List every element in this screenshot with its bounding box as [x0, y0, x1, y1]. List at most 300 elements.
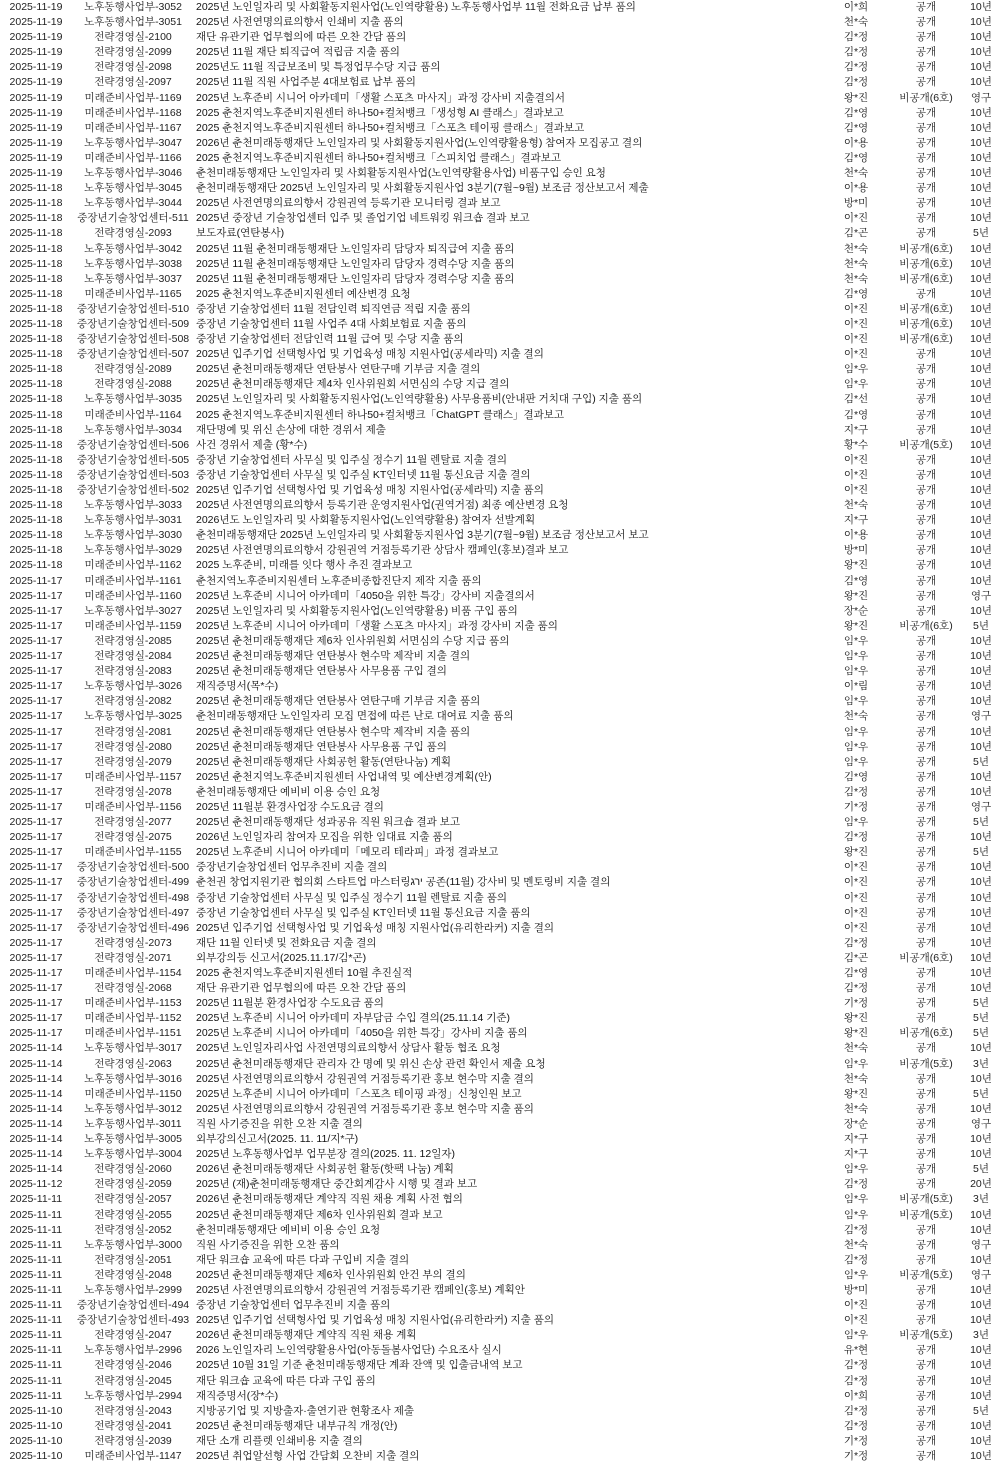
cell-title[interactable]: 2025년 춘천미래동행재단 사회공헌 활동(연탄나눔) 계획 — [196, 755, 452, 768]
cell-writer: 이*진 — [843, 891, 869, 904]
cell-title[interactable]: 2025년 춘천미래동행재단 제6차 인사위원회 결과 보고 — [196, 1208, 443, 1221]
table-row[interactable] — [0, 1328, 1000, 1343]
cell-title[interactable]: 2025년 노후동행사업부 업무분장 결의(2025. 11. 12일자) — [196, 1148, 455, 1161]
table-row[interactable] — [0, 242, 1000, 257]
table-row[interactable] — [0, 468, 1000, 483]
table-row[interactable] — [0, 951, 1000, 966]
table-row[interactable] — [0, 438, 1000, 453]
cell-retention: 5년 — [973, 816, 989, 829]
cell-title[interactable]: 재직증명서(장*수) — [196, 1389, 279, 1402]
cell-writer: 임*우 — [843, 650, 869, 663]
table-row[interactable] — [0, 800, 1000, 815]
table-row[interactable] — [0, 226, 1000, 241]
cell-title[interactable]: 2025년 노인일자리 및 사회활동지원사업(노인역량활용) 노후동행사업부 11월 전화요금 납부 품의 — [196, 1, 636, 13]
table-row[interactable] — [0, 1434, 1000, 1449]
table-row[interactable] — [0, 272, 1000, 287]
cell-disclosure: 비공개(5호) — [899, 1193, 953, 1206]
table-row[interactable] — [0, 966, 1000, 981]
table-row[interactable] — [0, 1208, 1000, 1223]
cell-disclosure: 공개 — [915, 770, 937, 783]
cell-disclosure: 공개 — [915, 151, 937, 164]
cell-retention: 3년 — [973, 1057, 989, 1070]
table-row[interactable] — [0, 106, 1000, 121]
cell-title[interactable]: 2025년 11월 재단 퇴직급여 적립금 지출 품의 — [196, 46, 400, 59]
cell-title[interactable]: 재단 워크숍 교육에 따른 다과 구입 품의 — [196, 1374, 376, 1387]
cell-title[interactable]: 2025 춘천지역노후준비지원센터 하나50+컬처뱅크「생성형 AI 클래스」결과보고 — [196, 106, 564, 119]
table-row[interactable] — [0, 408, 1000, 423]
table-row[interactable] — [0, 543, 1000, 558]
table-row[interactable] — [0, 91, 1000, 106]
cell-title[interactable]: 춘천권 창업지원기관 협의회 스타트업 마스터링ירג 공존(11월) 강사비 및 멘토링비 지출 결의 — [196, 876, 611, 889]
cell-department: 미래준비사업부-1150 — [84, 1087, 182, 1100]
cell-title[interactable]: 외부강의등 신고서(2025.11.17/김*곤) — [196, 951, 367, 964]
table-row[interactable] — [0, 1162, 1000, 1177]
cell-retention: 10년 — [970, 136, 992, 149]
cell-department: 전략경영실-2085 — [94, 634, 172, 647]
table-row[interactable] — [0, 377, 1000, 392]
cell-title[interactable]: 2025년 사전연명의료의향서 강원권역 등록기관 모니터링 결과 보고 — [196, 197, 501, 210]
cell-title[interactable]: 2025년 11월 춘천미래동행재단 노인일자리 담당자 퇴직급여 지출 품의 — [196, 242, 515, 255]
cell-writer: 기*정 — [843, 1434, 869, 1447]
cell-date: 2025-11-14 — [9, 1057, 63, 1070]
cell-title[interactable]: 2025년 11월 춘천미래동행재단 노인일자리 담당자 경력수당 지출 품의 — [196, 257, 515, 270]
cell-department: 중장년기술창업센터-497 — [76, 906, 190, 919]
table-row[interactable] — [0, 211, 1000, 226]
cell-title[interactable]: 재단 유관기관 업무협의에 따른 오찬 간담 품의 — [196, 982, 407, 995]
cell-date: 2025-11-18 — [9, 559, 63, 572]
cell-title[interactable]: 2025년 춘천미래동행재단 제4차 인사위원회 서면심의 수당 지급 결의 — [196, 378, 510, 391]
cell-writer: 천*숙 — [843, 272, 869, 285]
cell-department: 전략경영실-2081 — [94, 725, 172, 738]
cell-retention: 10년 — [970, 906, 992, 919]
cell-writer: 김*정 — [843, 1223, 869, 1236]
cell-date: 2025-11-17 — [9, 921, 63, 934]
cell-title[interactable]: 중장년 기술창업센터 사무실 및 입주실 정수기 11월 렌탈료 지출 결의 — [196, 453, 508, 466]
table-row[interactable] — [0, 392, 1000, 407]
cell-writer: 김*선 — [843, 393, 869, 406]
cell-disclosure: 공개 — [915, 182, 937, 195]
cell-title[interactable]: 2025년 춘천미래동행재단 관리자 간 명예 및 위신 손상 관련 확인서 제출 요청 — [196, 1057, 546, 1070]
table-row[interactable] — [0, 1057, 1000, 1072]
table-row[interactable] — [0, 196, 1000, 211]
table-row[interactable] — [0, 574, 1000, 589]
cell-writer: 임*우 — [843, 695, 869, 708]
cell-department: 미래준비사업부-1156 — [84, 800, 182, 813]
cell-writer: 임*우 — [843, 725, 869, 738]
cell-title[interactable]: 2025년 노후준비 시니어 아카데미 자부담금 수입 결의(25.11.14 기준) — [196, 1012, 511, 1025]
cell-title[interactable]: 2025년 노후준비 시니어 아카데미「스포츠 테이핑 과정」신청인원 보고 — [196, 1087, 522, 1100]
table-row[interactable] — [0, 1283, 1000, 1298]
cell-title[interactable]: 2026년 춘천미래동행재단 노인일자리 및 사회활동지원사업(노인역량활용형) 참여자 모집공고 결의 — [196, 136, 643, 149]
table-row[interactable] — [0, 860, 1000, 875]
table-row[interactable] — [0, 770, 1000, 785]
cell-title[interactable]: 중장년 기술창업센터 업무추진비 지출 품의 — [196, 1299, 391, 1312]
table-row[interactable] — [0, 1072, 1000, 1087]
table-row[interactable] — [0, 604, 1000, 619]
cell-retention: 3년 — [973, 1329, 989, 1342]
cell-disclosure: 공개 — [915, 831, 937, 844]
table-row[interactable] — [0, 1313, 1000, 1328]
table-row[interactable] — [0, 1117, 1000, 1132]
cell-writer: 기*정 — [843, 1450, 869, 1462]
cell-title[interactable]: 재단명예 및 위신 손상에 대한 경위서 제출 — [196, 423, 386, 436]
cell-disclosure: 공개 — [915, 1283, 937, 1296]
cell-retention: 10년 — [970, 936, 992, 949]
cell-title[interactable]: 2025년 11월 직원 사업주분 4대보험료 납부 품의 — [196, 76, 416, 89]
cell-writer: 임*우 — [843, 1268, 869, 1281]
cell-title[interactable]: 2025년 사전연명의료의향서 강원권역 거점등록기관 상담사 캠페인(홍보)결과 보고 — [196, 544, 569, 557]
cell-retention: 10년 — [970, 167, 992, 180]
cell-disclosure: 공개 — [915, 529, 937, 542]
cell-title[interactable]: 2026년 춘천미래동행재단 계약직 직원 채용 계획 — [196, 1329, 417, 1342]
cell-date: 2025-11-18 — [9, 348, 63, 361]
cell-title[interactable]: 중장년 기술창업센터 사무실 및 입주실 KT인터넷 11월 통신요금 지출 품의 — [196, 906, 531, 919]
cell-date: 2025-11-17 — [9, 997, 63, 1010]
cell-title[interactable]: 재단 워크숍 교육에 따른 다과 구입비 지출 결의 — [196, 1253, 410, 1266]
cell-title[interactable]: 2025년 사전연명의료의향서 강원권역 거점등록기관 홍보 현수막 지출 결의 — [196, 1072, 534, 1085]
cell-date: 2025-11-17 — [9, 725, 63, 738]
cell-title[interactable]: 직원 사기증진을 위한 오찬 지출 결의 — [196, 1117, 363, 1130]
cell-department: 미래준비사업부-1151 — [84, 1027, 182, 1040]
table-row[interactable] — [0, 634, 1000, 649]
cell-title[interactable]: 2025년 노후준비 시니어 아카데미「생활 스포츠 마사지」과정 강사비 지출 품의 — [196, 619, 558, 632]
cell-title[interactable]: 2025년도 11월 직급보조비 및 특정업무수당 지급 품의 — [196, 61, 441, 74]
cell-title[interactable]: 사건 경위서 제출 (황*수) — [196, 438, 308, 451]
table-row[interactable] — [0, 423, 1000, 438]
cell-disclosure: 공개 — [915, 650, 937, 663]
cell-date: 2025-11-18 — [9, 499, 63, 512]
cell-title[interactable]: 중장년 기술창업센터 11월 전담인력 퇴직연금 적립 지출 품의 — [196, 302, 471, 315]
cell-retention: 10년 — [970, 61, 992, 74]
table-row[interactable] — [0, 1026, 1000, 1041]
table-row[interactable] — [0, 317, 1000, 332]
cell-title[interactable]: 2025년 중장년 기술창업센터 입주 및 졸업기업 네트워킹 워크숍 결과 보고 — [196, 212, 530, 225]
cell-writer: 왕*진 — [843, 1012, 869, 1025]
table-row[interactable] — [0, 1449, 1000, 1464]
cell-retention: 10년 — [970, 317, 992, 330]
cell-title[interactable]: 2026년 춘천미래동행재단 계약직 직원 채용 계획 사전 협의 — [196, 1193, 463, 1206]
cell-disclosure: 공개 — [915, 1238, 937, 1251]
cell-title[interactable]: 2025년 노인일자리사업 사전연명의료의향서 상담사 활동 협조 요청 — [196, 1042, 501, 1055]
cell-title[interactable]: 중장년 기술창업센터 전담인력 11월 급여 및 수당 지출 품의 — [196, 333, 464, 346]
table-row[interactable] — [0, 1298, 1000, 1313]
table-row[interactable] — [0, 1087, 1000, 1102]
table-row[interactable] — [0, 558, 1000, 573]
cell-title[interactable]: 2025년 취업알선형 사업 간담회 오찬비 지출 결의 — [196, 1450, 420, 1462]
table-row[interactable] — [0, 483, 1000, 498]
table-row[interactable] — [0, 619, 1000, 634]
cell-title[interactable]: 춘천미래동행재단 예비비 이용 승인 요청 — [196, 1223, 381, 1236]
cell-date: 2025-11-17 — [9, 936, 63, 949]
table-row[interactable] — [0, 30, 1000, 45]
cell-retention: 10년 — [970, 876, 992, 889]
table-row[interactable] — [0, 181, 1000, 196]
cell-title[interactable]: 지방공기업 및 지방출자·출연기관 현황조사 제출 — [196, 1404, 415, 1417]
cell-title[interactable]: 2025 춘천지역노후준비지원센터 하나50+컬처뱅크「스포츠 테이핑 클래스」결과보고 — [196, 121, 585, 134]
table-row[interactable] — [0, 287, 1000, 302]
cell-writer: 김*정 — [843, 76, 869, 89]
cell-title[interactable]: 2025년 11월분 환경사업장 수도요금 품의 — [196, 997, 384, 1010]
cell-title[interactable]: 2025년 입주기업 선택형사업 및 기업육성 매칭 지원사업(공세라믹) 지출 품의 — [196, 484, 544, 496]
table-row[interactable] — [0, 1404, 1000, 1419]
cell-title[interactable]: 2025년 춘천미래동행재단 연탄봉사 연탄구매 기부금 지출 결의 — [196, 363, 481, 376]
cell-title[interactable]: 외부강의신고서(2025. 11. 11/지*구) — [196, 1133, 359, 1146]
table-row[interactable] — [0, 740, 1000, 755]
cell-writer: 임*우 — [843, 1163, 869, 1176]
table-row[interactable] — [0, 906, 1000, 921]
cell-title[interactable]: 2025 춘천지역노후준비지원센터 예산변경 요청 — [196, 287, 411, 300]
cell-title[interactable]: 2025 춘천지역노후준비지원센터 10월 추진실적 — [196, 967, 413, 979]
cell-title[interactable]: 2025년 춘천미래동행재단 연탄봉사 사무용품 구입 결의 — [196, 665, 447, 678]
table-row[interactable] — [0, 166, 1000, 181]
cell-writer: 김*영 — [843, 106, 869, 119]
cell-title[interactable]: 2025년 (재)춘천미래동행재단 중간회계감사 시행 및 결과 보고 — [196, 1178, 478, 1191]
table-row[interactable] — [0, 302, 1000, 317]
table-row[interactable] — [0, 1253, 1000, 1268]
cell-title[interactable]: 2025년 입주기업 선택형사업 및 기업육성 매칭 지원사업(공세라믹) 지출 결의 — [196, 348, 544, 361]
table-row[interactable] — [0, 332, 1000, 347]
cell-title[interactable]: 2025년 사전연명의료의향서 강원권역 거점등록기관 홍보 현수막 지출 품의 — [196, 1102, 534, 1115]
table-row[interactable] — [0, 1011, 1000, 1026]
table-row[interactable] — [0, 1177, 1000, 1192]
table-row[interactable] — [0, 1147, 1000, 1162]
cell-date: 2025-11-18 — [9, 212, 63, 225]
cell-date: 2025-11-14 — [9, 1102, 63, 1115]
cell-title[interactable]: 2025년 11월 춘천미래동행재단 노인일자리 담당자 경력수당 지출 품의 — [196, 272, 515, 285]
cell-disclosure: 비공개(6호) — [899, 1027, 953, 1040]
cell-disclosure: 공개 — [915, 1374, 937, 1387]
cell-department: 노후동행사업부-3004 — [84, 1148, 182, 1161]
cell-department: 미래준비사업부-1155 — [84, 846, 182, 859]
cell-department: 미래준비사업부-1154 — [84, 967, 182, 979]
cell-title[interactable]: 2025년 10월 31일 기준 춘천미래동행재단 계좌 잔액 및 입출금내역 보고 — [196, 1359, 523, 1372]
cell-title[interactable]: 2025년 노후준비 시니어 아카데미「메모리 테라피」과정 결과보고 — [196, 846, 499, 859]
table-row[interactable] — [0, 1192, 1000, 1207]
cell-title[interactable]: 2025년 사전연명의료의향서 강원권역 거점등록기관 캠페인(홍보) 계획안 — [196, 1283, 525, 1296]
cell-department: 전략경영실-2052 — [94, 1223, 172, 1236]
cell-title[interactable]: 2025년 노인일자리 및 사회활동지원사업(노인역량활용) 비품 구입 품의 — [196, 604, 518, 617]
cell-date: 2025-11-17 — [9, 755, 63, 768]
table-row[interactable] — [0, 589, 1000, 604]
cell-title[interactable]: 2025년 사전연명의료의향서 등록기관 운영지원사업(권역거점) 최종 예산변경 요청 — [196, 499, 569, 512]
cell-title[interactable]: 재단 11월 인터넷 및 전화요금 지출 결의 — [196, 936, 377, 949]
cell-date: 2025-11-11 — [9, 1208, 63, 1221]
table-row[interactable] — [0, 891, 1000, 906]
cell-title[interactable]: 2025년 입주기업 선택형사업 및 기업육성 매칭 지원사업(유리한라커) 지출 결의 — [196, 921, 554, 934]
cell-title[interactable]: 중장년 기술창업센터 사무실 및 입주실 KT인터넷 11월 통신요금 지출 결의 — [196, 468, 531, 481]
cell-department: 노후동행사업부-3005 — [84, 1133, 182, 1146]
cell-title[interactable]: 춘천미래동행재단 노인일자리 및 사회활동지원사업(노인역량활용사업) 비품구입 승인 요청 — [196, 167, 606, 180]
table-row[interactable] — [0, 1374, 1000, 1389]
cell-department: 전략경영실-2093 — [94, 227, 172, 240]
cell-title[interactable]: 2025년 사전연명의료의향서 인쇄비 지출 품의 — [196, 16, 404, 29]
cell-retention: 10년 — [970, 740, 992, 753]
table-row[interactable] — [0, 996, 1000, 1011]
table-row[interactable] — [0, 1343, 1000, 1358]
cell-title[interactable]: 2025년 노후준비 시니어 아카데미「4050을 위한 특강」강사비 지출 품의 — [196, 1027, 528, 1040]
cell-title[interactable]: 2025년 춘천미래동행재단 연탄봉사 연탄구매 기부금 지출 품의 — [196, 695, 481, 708]
cell-writer: 이*진 — [843, 348, 869, 361]
cell-title[interactable]: 2025 춘천지역노후준비지원센터 하나50+컬처뱅크「스피치업 클래스」결과보고 — [196, 151, 562, 164]
cell-retention: 10년 — [970, 348, 992, 361]
cell-title[interactable]: 2025년 노후준비 시니어 아카데미「생활 스포츠 마사지」과정 강사비 지출결의서 — [196, 91, 566, 104]
table-row[interactable] — [0, 981, 1000, 996]
cell-title[interactable]: 2025년 춘천미래동행재단 연탄봉사 사무용품 구입 품의 — [196, 740, 447, 753]
table-row[interactable] — [0, 725, 1000, 740]
table-row[interactable] — [0, 15, 1000, 30]
cell-department: 중장년기술창업센터-506 — [76, 438, 190, 451]
cell-writer: 이*희 — [843, 1, 869, 13]
cell-title[interactable]: 춘천미래동행재단 예비비 이용 승인 요청 — [196, 785, 381, 798]
cell-date: 2025-11-18 — [9, 363, 63, 376]
table-row[interactable] — [0, 830, 1000, 845]
table-row[interactable] — [0, 679, 1000, 694]
cell-date: 2025-11-19 — [9, 151, 63, 164]
cell-title[interactable]: 2025년 춘천미래동행재단 연탄봉사 현수막 제작비 지출 품의 — [196, 725, 471, 738]
cell-disclosure: 공개 — [915, 408, 937, 421]
table-row[interactable] — [0, 362, 1000, 377]
cell-writer: 지*구 — [843, 1148, 869, 1161]
cell-title[interactable]: 2025년 노인일자리 및 사회활동지원사업(노인역량활용) 사무용품비(안내판 거치대 구입) 지출 품의 — [196, 393, 643, 406]
cell-date: 2025-11-17 — [9, 861, 63, 874]
cell-title[interactable]: 2025년 11월분 환경사업장 수도요금 결의 — [196, 800, 384, 813]
cell-writer: 김*정 — [843, 831, 869, 844]
table-row[interactable] — [0, 136, 1000, 151]
cell-title[interactable]: 춘천미래동행재단 2025년 노인일자리 및 사회활동지원사업 3분기(7월~9월) 보조금 정산보고서 제출 — [196, 182, 649, 195]
table-row[interactable] — [0, 875, 1000, 890]
table-row[interactable] — [0, 257, 1000, 272]
cell-writer: 천*숙 — [843, 1042, 869, 1055]
table-row[interactable] — [0, 921, 1000, 936]
cell-writer: 기*정 — [843, 997, 869, 1010]
cell-date: 2025-11-17 — [9, 574, 63, 587]
table-row[interactable] — [0, 498, 1000, 513]
cell-title[interactable]: 중장년 기술창업센터 11월 사업주 4대 사회보험료 지출 품의 — [196, 317, 467, 330]
table-row[interactable] — [0, 694, 1000, 709]
table-row[interactable] — [0, 347, 1000, 362]
table-row[interactable] — [0, 1419, 1000, 1434]
table-row[interactable] — [0, 151, 1000, 166]
cell-title[interactable]: 중장년기술창업센터 업무추진비 지출 결의 — [196, 861, 388, 874]
cell-writer: 김*영 — [843, 408, 869, 421]
table-row[interactable] — [0, 75, 1000, 90]
cell-department: 노후동행사업부-3012 — [84, 1102, 182, 1115]
cell-date: 2025-11-18 — [9, 257, 63, 270]
cell-department: 중장년기술창업센터-507 — [76, 348, 190, 361]
table-row[interactable] — [0, 785, 1000, 800]
cell-retention: 영구 — [970, 589, 992, 602]
cell-department: 중장년기술창업센터-511 — [77, 212, 189, 225]
table-row[interactable] — [0, 453, 1000, 468]
cell-retention: 10년 — [970, 725, 992, 738]
table-row[interactable] — [0, 60, 1000, 75]
cell-date: 2025-11-17 — [9, 831, 63, 844]
cell-title[interactable]: 춘천지역노후준비지원센터 노후준비종합진단지 제작 지출 품의 — [196, 574, 482, 587]
cell-title[interactable]: 2025년 춘천미래동행재단 연탄봉사 현수막 제작비 지출 결의 — [196, 650, 471, 663]
cell-writer: 김*곤 — [843, 951, 869, 964]
table-row[interactable] — [0, 709, 1000, 724]
cell-title[interactable]: 2026 노인일자리 노인역량활용사업(아동돌봄사업단) 수요조사 실시 — [196, 1344, 502, 1357]
cell-disclosure: 공개 — [915, 453, 937, 466]
cell-disclosure: 공개 — [915, 1133, 937, 1146]
cell-title[interactable]: 춘천미래동행재단 노인일자리 모집 면접에 따른 난로 대여료 지출 품의 — [196, 710, 514, 723]
table-row[interactable] — [0, 936, 1000, 951]
cell-title[interactable]: 2025년 춘천지역노후준비지원센터 사업내역 및 예산변경계획(안) — [196, 770, 492, 783]
cell-retention: 10년 — [970, 1374, 992, 1387]
cell-disclosure: 공개 — [915, 800, 937, 813]
cell-disclosure: 공개 — [915, 710, 937, 723]
cell-writer: 임*우 — [843, 634, 869, 647]
cell-title[interactable]: 2025년 춘천미래동행재단 성과공유 직원 워크숍 결과 보고 — [196, 816, 461, 829]
table-row[interactable] — [0, 0, 1000, 15]
table-row[interactable] — [0, 1102, 1000, 1117]
cell-date: 2025-11-17 — [9, 680, 63, 693]
cell-writer: 이*진 — [843, 921, 869, 934]
table-row[interactable] — [0, 815, 1000, 830]
cell-writer: 천*숙 — [843, 710, 869, 723]
cell-date: 2025-11-17 — [9, 891, 63, 904]
cell-title[interactable]: 2025 노후준비, 미래를 잇다 행사 추진 결과보고 — [196, 559, 413, 572]
cell-title[interactable]: 재단 유관기관 업무협의에 따른 오찬 간담 품의 — [196, 31, 407, 44]
table-row[interactable] — [0, 1132, 1000, 1147]
cell-disclosure: 공개 — [915, 348, 937, 361]
cell-retention: 10년 — [970, 1283, 992, 1296]
cell-writer: 김*정 — [843, 1404, 869, 1417]
cell-department: 전략경영실-2045 — [94, 1374, 172, 1387]
table-row[interactable] — [0, 45, 1000, 60]
cell-title[interactable]: 2025년 춘천미래동행재단 제6차 인사위원회 서면심의 수당 지급 품의 — [196, 634, 510, 647]
table-row[interactable] — [0, 755, 1000, 770]
table-row[interactable] — [0, 649, 1000, 664]
cell-disclosure: 공개 — [915, 1148, 937, 1161]
cell-title[interactable]: 중장년 기술창업센터 사무실 및 입주실 정수기 11월 렌탈료 지출 품의 — [196, 891, 508, 904]
table-row[interactable] — [0, 1223, 1000, 1238]
cell-title[interactable]: 보도자료(연탄봉사) — [196, 227, 285, 240]
cell-retention: 10년 — [970, 333, 992, 346]
table-row[interactable] — [0, 1268, 1000, 1283]
table-row[interactable] — [0, 513, 1000, 528]
cell-title[interactable]: 2026년도 노인일자리 및 사회활동지원사업(노인역량활용) 참여자 선발계획 — [196, 514, 536, 527]
cell-department: 노후동행사업부-3051 — [84, 16, 182, 29]
cell-title[interactable]: 직원 사기증진을 위한 오찬 품의 — [196, 1238, 340, 1251]
cell-title[interactable]: 2025년 노후준비 시니어 아카데미「4050을 위한 특강」강사비 지출결의서 — [196, 589, 535, 602]
cell-title[interactable]: 2025년 춘천미래동행재단 제6차 인사위원회 안건 부의 결의 — [196, 1268, 466, 1281]
table-row[interactable] — [0, 1389, 1000, 1404]
cell-title[interactable]: 재단 소개 리플렛 인쇄비용 지출 결의 — [196, 1434, 363, 1447]
cell-title[interactable]: 2025년 춘천미래동행재단 내부규칙 개정(안) — [196, 1419, 398, 1432]
cell-disclosure: 공개 — [915, 589, 937, 602]
cell-title[interactable]: 2025 춘천지역노후준비지원센터 하나50+컬처뱅크「ChatGPT 클래스」결과보고 — [196, 408, 565, 421]
cell-title[interactable]: 2026년 노인일자리 참여자 모집을 위한 임대료 지출 품의 — [196, 831, 453, 844]
cell-title[interactable]: 재직증명서(목*수) — [196, 680, 279, 693]
table-row[interactable] — [0, 664, 1000, 679]
cell-date: 2025-11-17 — [9, 740, 63, 753]
table-row[interactable] — [0, 1041, 1000, 1056]
cell-title[interactable]: 춘천미래동행재단 2025년 노인일자리 및 사회활동지원사업 3분기(7월~9월) 보조금 정산보고서 보고 — [196, 529, 649, 542]
cell-title[interactable]: 2025년 입주기업 선택형사업 및 기업육성 매칭 지원사업(유리한라커) 지출 품의 — [196, 1314, 554, 1327]
table-row[interactable] — [0, 845, 1000, 860]
table-row[interactable] — [0, 1358, 1000, 1373]
table-row[interactable] — [0, 528, 1000, 543]
table-row[interactable] — [0, 121, 1000, 136]
cell-department: 노후동행사업부-3025 — [84, 710, 182, 723]
cell-title[interactable]: 2026년 춘천미래동행재단 사회공헌 활동(핫팩 나눔) 계획 — [196, 1163, 454, 1176]
cell-department: 전략경영실-2048 — [94, 1268, 172, 1281]
cell-retention: 10년 — [970, 1208, 992, 1221]
cell-department: 노후동행사업부-3035 — [84, 393, 182, 406]
cell-writer: 천*숙 — [843, 1102, 869, 1115]
table-row[interactable] — [0, 1238, 1000, 1253]
